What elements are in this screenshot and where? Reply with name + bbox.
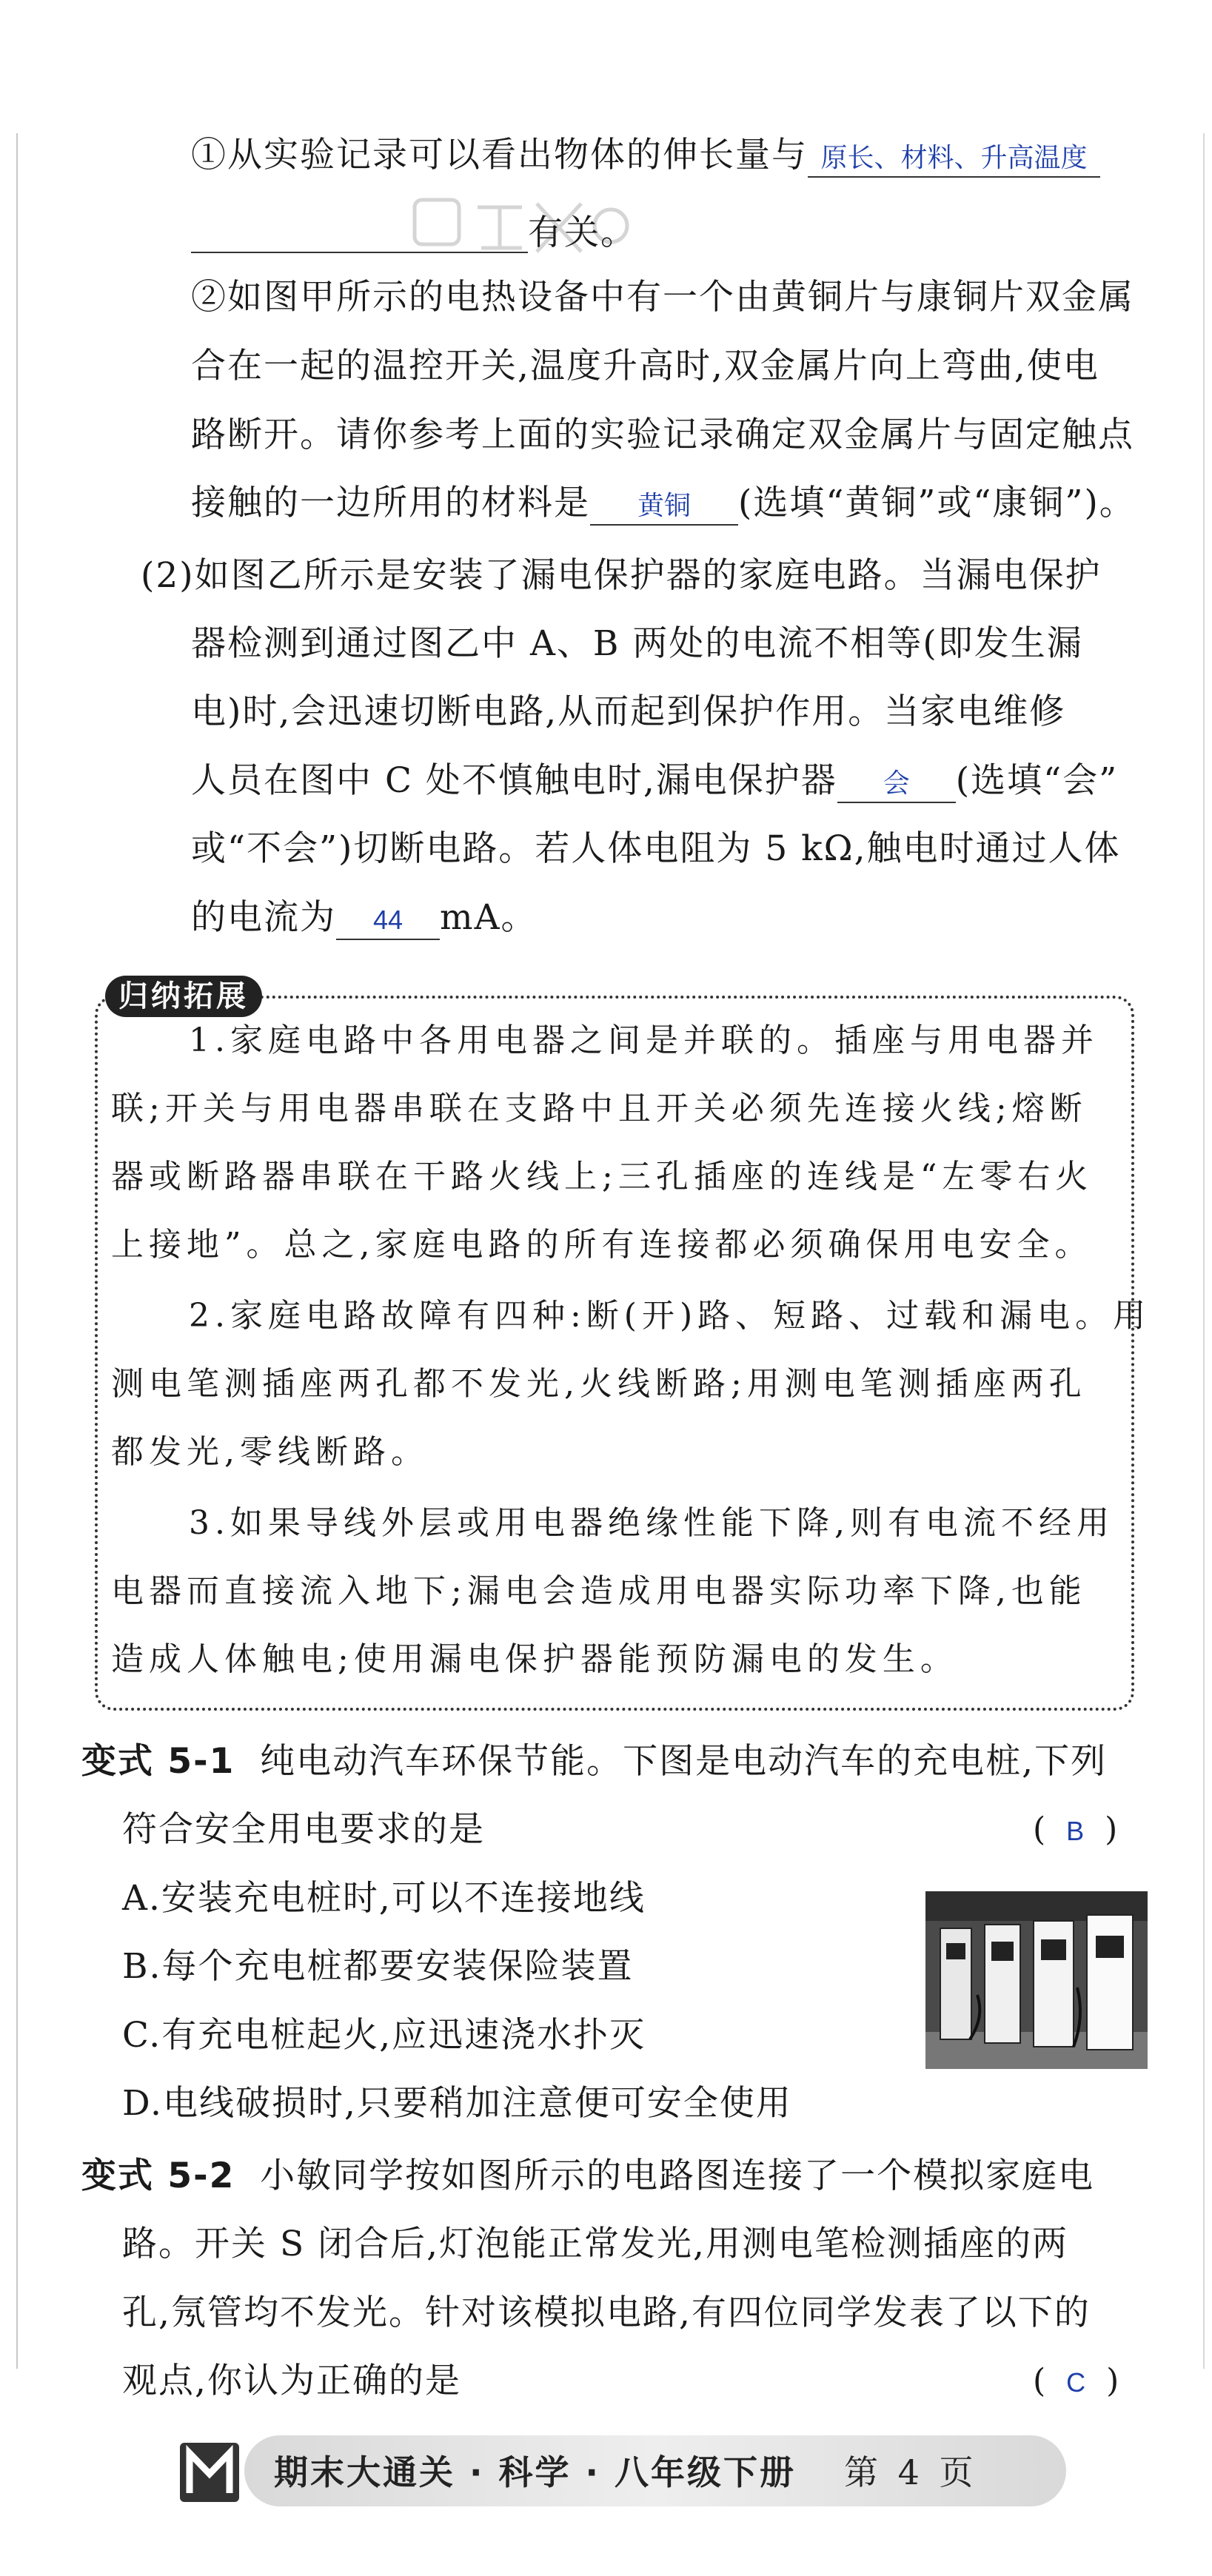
q1-line6-suffix: (选填“黄铜”或“康铜”)。 [738, 483, 1136, 523]
summary-line-1: 1.家庭电路中各用电器之间是并联的。插座与用电器并 [189, 1022, 1099, 1059]
summary-line-5: 2.家庭电路故障有四种:断(开)路、短路、过载和漏电。用 [189, 1297, 1151, 1335]
v52-line-2: 路。开关 S 闭合后,灯泡能正常发光,用测电笔检测插座的两 [122, 2224, 1068, 2264]
answer-blank-4 [336, 899, 440, 940]
v51-paren-close: ) [1105, 1811, 1118, 1848]
summary-line-2: 联;开关与用电器串联在支路中且开关必须先连接火线;熔断 [111, 1090, 1088, 1127]
left-margin-line [16, 133, 18, 2369]
right-margin-line [1203, 133, 1205, 2369]
q2-line-5: 或“不会”)切断电路。若人体电阻为 5 kΩ,触电时通过人体 [191, 828, 1121, 869]
v52-paren-open: ( [1033, 2362, 1046, 2400]
q2-line-2: 器检测到通过图乙中 A、B 两处的电流不相等(即发生漏 [191, 623, 1083, 664]
v52-line-4: 观点,你认为正确的是 [122, 2361, 461, 2401]
publisher-logo-icon [176, 2435, 243, 2506]
v51-label: 变式 5-1 [81, 1741, 235, 1782]
q1-line6-prefix: 接触的一边所用的材料是 [191, 483, 590, 523]
answer-blank-1 [808, 137, 1100, 178]
q2-line-6 [191, 896, 538, 940]
charging-station-photo [925, 1891, 1148, 2069]
v51-paren-open: ( [1033, 1811, 1046, 1848]
v51-answer-paren [1033, 1808, 1117, 1854]
summary-line-9: 电器而直接流入地下;漏电会造成用电器实际功率下降,也能 [111, 1572, 1087, 1610]
answer-blank-1-cont [191, 215, 528, 253]
v51-answer: B [1066, 1816, 1085, 1846]
footer-page-number: 第 4 页 [844, 2452, 978, 2492]
v52-answer: C [1066, 2367, 1086, 2398]
summary-line-3: 器或断路器串联在干路火线上;三孔插座的连线是“左零右火 [111, 1158, 1094, 1195]
v51-option-a: A.安装充电桩时,可以不连接地线 [122, 1878, 646, 1919]
q1-line2-suffix: 有关。 [528, 212, 637, 253]
summary-line-8: 3.如果导线外层或用电器绝缘性能下降,则有电流不经用 [189, 1504, 1114, 1542]
v51-line1-text: 纯电动汽车环保节能。下图是电动汽车的充电桩,下列 [260, 1741, 1108, 1782]
q1-line-4: 合在一起的温控开关,温度升高时,双金属片向上弯曲,使电 [191, 346, 1099, 386]
v52-line1-text: 小敏同学按如图所示的电路图连接了一个模拟家庭电 [260, 2156, 1095, 2196]
v52-answer-paren [1033, 2359, 1119, 2405]
answer-blank-2 [590, 485, 738, 526]
q2-line-4 [191, 759, 1118, 803]
q1-line1-text: ①从实验记录可以看出物体的伸长量与 [191, 135, 808, 175]
q1-line-5: 路断开。请你参考上面的实验记录确定双金属片与固定触点 [191, 415, 1134, 455]
q2-line6-suffix: mA。 [440, 897, 538, 938]
answer-blank-3 [837, 762, 956, 803]
answer-4: 44 [372, 905, 404, 935]
v51-option-c: C.有充电桩起火,应迅速浇水扑灭 [122, 2015, 646, 2056]
v51-option-b: B.每个充电桩都要安装保险装置 [122, 1946, 634, 1987]
summary-line-7: 都发光,零线断路。 [111, 1433, 429, 1471]
answer-2: 黄铜 [637, 490, 691, 520]
summary-line-6: 测电笔测插座两孔都不发光,火线断路;用测电笔测插座两孔 [111, 1365, 1087, 1403]
q2-line-1: (2)如图乙所示是安装了漏电保护器的家庭电路。当漏电保护 [141, 555, 1102, 596]
v51-option-d: D.电线破损时,只要稍加注意便可安全使用 [122, 2083, 792, 2124]
summary-tag: 归纳拓展 [105, 976, 262, 1017]
summary-line-4: 上接地”。总之,家庭电路的所有连接都必须确保用电安全。 [111, 1226, 1093, 1264]
q2-line6-prefix: 的电流为 [191, 897, 336, 938]
v51-line-1 [81, 1740, 1107, 1784]
v51-line-2: 符合安全用电要求的是 [122, 1809, 485, 1850]
v52-line-1 [81, 2154, 1094, 2198]
answer-3: 会 [883, 768, 910, 798]
v52-paren-close: ) [1106, 2362, 1119, 2400]
v52-label: 变式 5-2 [81, 2156, 235, 2196]
v52-line-3: 孔,氖管均不发光。针对该模拟电路,有四位同学发表了以下的 [122, 2292, 1091, 2333]
q1-line-1 [191, 133, 1100, 178]
q2-line4-suffix: (选填“会” [955, 760, 1119, 801]
summary-line-10: 造成人体触电;使用漏电保护器能预防漏电的发生。 [111, 1640, 958, 1678]
q2-line-3: 电)时,会迅速切断电路,从而起到保护作用。当家电维修 [191, 691, 1066, 732]
q1-line-3: ②如图甲所示的电热设备中有一个由黄铜片与康铜片双金属 [191, 277, 1134, 318]
answer-1: 原长、材料、升高温度 [820, 142, 1088, 172]
footer-title: 期末大通关 · 科学 · 八年级下册 [274, 2452, 797, 2492]
q2-line4-prefix: 人员在图中 C 处不慎触电时,漏电保护器 [191, 760, 837, 801]
q1-line-6 [191, 481, 1136, 526]
q1-line-2 [191, 211, 637, 255]
